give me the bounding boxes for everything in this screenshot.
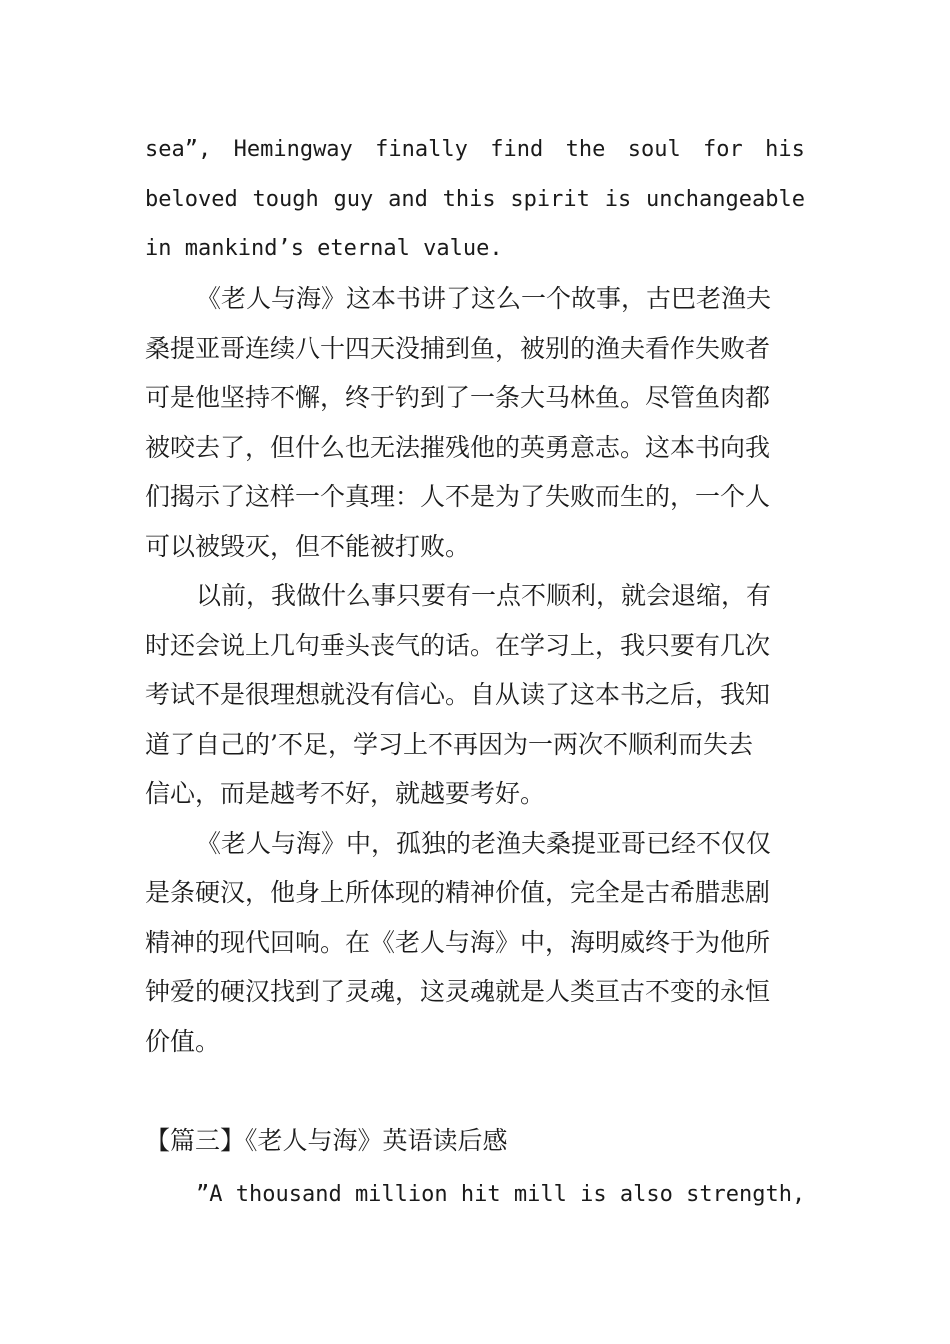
english-line-2 <box>145 175 805 225</box>
english-line-1-word: the <box>565 137 606 162</box>
english-line-1-word: soul <box>627 137 681 162</box>
english-line-2-word: this <box>442 187 496 212</box>
paragraph-1-line-3: 可是他坚持不懈，终于钓到了一条大马林鱼。尽管鱼肉都 <box>145 383 771 412</box>
paragraph-1-line-1: 《老人与海》这本书讲了这么一个故事，古巴老渔夫 <box>196 284 772 313</box>
paragraph-2-line-5: 信心，而是越考不好，就越要考好。 <box>145 779 546 808</box>
paragraph-2-line-3: 考试不是很理想就没有信心。自从读了这本书之后，我知 <box>145 680 771 709</box>
english-line-2-word: beloved <box>145 187 238 212</box>
section-heading: 【篇三】《老人与海》英语读后感 <box>145 1126 508 1155</box>
english-line-1-word: for <box>703 137 743 162</box>
paragraph-2-line-4: 道了自己的’不足，学习上不再因为一两次不顺利而失去 <box>145 730 753 759</box>
english-line-1-word: Hemingway <box>233 137 353 162</box>
english-line-1 <box>145 125 805 175</box>
paragraph-1-line-4: 被咬去了，但什么也无法摧残他的英勇意志。这本书向我 <box>145 433 771 462</box>
english-line-2-word: tough <box>252 187 319 212</box>
english-line-2-word: guy <box>333 187 374 212</box>
paragraph-3-line-1: 《老人与海》中，孤独的老渔夫桑提亚哥已经不仅仅 <box>196 829 772 858</box>
english-line-3: in mankind’s eternal value. <box>145 236 503 261</box>
paragraph-1-line-6: 可以被毁灭，但不能被打败。 <box>145 532 471 561</box>
english-line-1-word: sea”, <box>145 137 212 162</box>
english-line-2-word: unchangeable <box>646 187 805 212</box>
paragraph-2-line-2: 时还会说上几句垂头丧气的话。在学习上，我只要有几次 <box>145 631 771 660</box>
paragraph-1-line-5: 们揭示了这样一个真理：人不是为了失败而生的，一个人 <box>145 482 771 511</box>
english-line-1-word: find <box>490 137 544 162</box>
english-quote-line: ”A thousand million hit mill is also strength, <box>196 1182 806 1207</box>
english-line-2-word: spirit <box>510 187 590 212</box>
paragraph-2-line-1: 以前，我做什么事只要有一点不顺利，就会退缩，有 <box>196 581 772 610</box>
paragraph-3-line-5: 价值。 <box>145 1027 221 1056</box>
paragraph-3-line-4: 钟爱的硬汉找到了灵魂，这灵魂就是人类亘古不变的永恒 <box>145 977 771 1006</box>
english-line-2-word: and <box>388 187 428 212</box>
english-line-1-word: finally <box>375 137 468 162</box>
english-line-2-word: is <box>604 187 632 212</box>
paragraph-3-line-3: 精神的现代回响。在《老人与海》中，海明威终于为他所 <box>145 928 771 957</box>
paragraph-3-line-2: 是条硬汉，他身上所体现的精神价值，完全是古希腊悲剧 <box>145 878 771 907</box>
paragraph-1-line-2: 桑提亚哥连续八十四天没捕到鱼，被别的渔夫看作失败者 <box>145 334 771 363</box>
english-line-1-word: his <box>765 137 805 162</box>
